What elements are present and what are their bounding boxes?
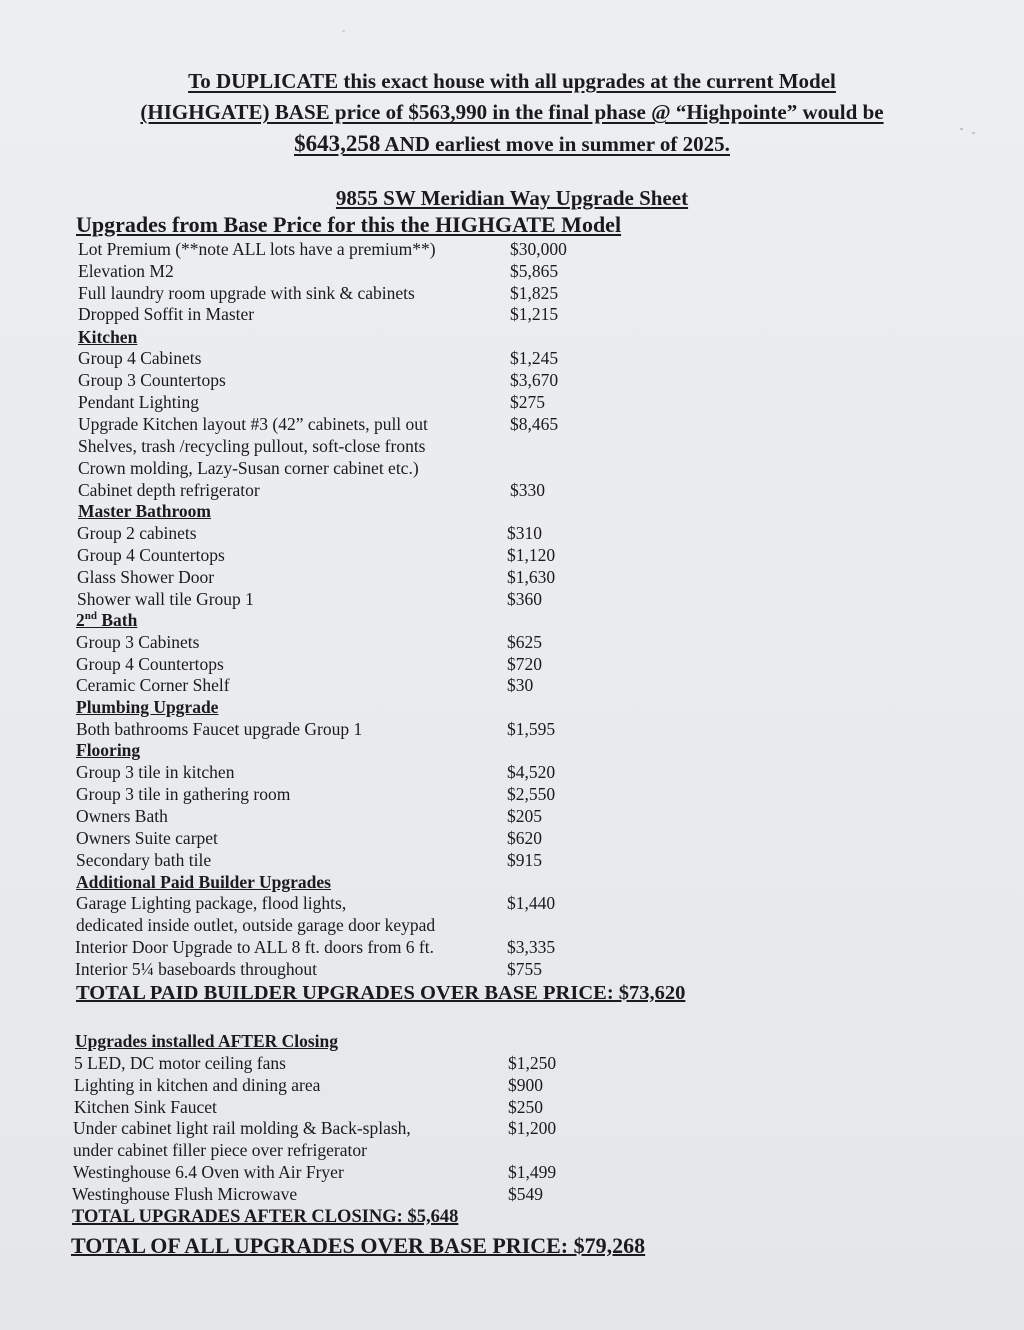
section-heading-plumbing: Plumbing Upgrade bbox=[76, 697, 219, 717]
total-builder-upgrades: TOTAL PAID BUILDER UPGRADES OVER BASE PRICE: $73,620 bbox=[76, 982, 686, 1004]
section-heading-flooring: Flooring bbox=[76, 740, 141, 760]
header-line-2: (HIGHGATE) BASE price of $563,990 in the final phase @ “Highpointe” would be bbox=[140, 100, 884, 124]
section-heading-builder: Additional Paid Builder Upgrades bbox=[76, 872, 331, 892]
header-line-1: To DUPLICATE this exact house with all upgrades at the current Model bbox=[188, 69, 836, 93]
move-in-text: AND earliest move in summer of 2025. bbox=[380, 132, 730, 156]
section-heading-second-bath: 2nd Bath bbox=[76, 610, 138, 630]
list-item-continuation: dedicated inside outlet, outside garage door keypad bbox=[76, 915, 436, 935]
section-heading-after-closing: Upgrades installed AFTER Closing bbox=[75, 1031, 339, 1051]
section-heading-master-bath: Master Bathroom bbox=[78, 501, 212, 521]
total-after-closing: TOTAL UPGRADES AFTER CLOSING: $5,648 bbox=[72, 1207, 459, 1227]
header-line-3 bbox=[0, 128, 1024, 160]
upgrades-title: Upgrades from Base Price for this the HIGHGATE Model bbox=[76, 212, 622, 237]
list-item-continuation: under cabinet filler piece over refrigerator bbox=[73, 1140, 367, 1160]
total-all-upgrades: TOTAL OF ALL UPGRADES OVER BASE PRICE: $79,268 bbox=[71, 1233, 646, 1258]
list-item-continuation: Crown molding, Lazy-Susan corner cabinet etc.) bbox=[78, 458, 419, 478]
duplicate-price: $643,258 bbox=[294, 131, 381, 156]
section-heading-kitchen: Kitchen bbox=[78, 327, 138, 347]
list-item-continuation: Shelves, trash /recycling pullout, soft-close fronts bbox=[78, 436, 426, 456]
sheet-title: 9855 SW Meridian Way Upgrade Sheet bbox=[335, 186, 689, 210]
upgrade-sheet-page: To DUPLICATE this exact house with all upgrades at the current Model (HIGHGATE) BASE price of $563,990 in the final phase @ “Highpointe” would be $643,258 AND earliest move in summer of 2025. 9855 SW Meridian Way Upgrade Sheet Upgrades from Base Price for this the HIGHGATE Model Lot Premium (**note ALL lots have a premium**) $30,000 Elevation M2 $5,865 Full laundry room upgrade with sink & cabinets $1,825 Dropped Soffit in Master $1,215 Kitchen Group 4 Cabinets $1,245 Group 3 Countertops $3,670 Pendant Lighting $275 Upgrade Kitchen layout #3 (42” cabinets, pull out $8,465 Shelves, trash /recycling pullout, soft-close fronts Crown molding, Lazy-Susan corner cabinet etc.) Cabinet depth refrigerator $330 Master Bathroom Group 2 cabinets $310 Group 4 Countertops $1,120 Glass Shower Door $1,630 Shower wall tile Group 1 $360 2nd Bath Group 3 Cabinets $625 Group 4 Countertops $720 Ceramic Corner Shelf $30 Plumbing Upgrade Both bathrooms Faucet upgrade Group 1 $1,595 Flooring Group 3 tile in kitchen $4,520 Group 3 tile in gathering room $2,550 Owners Bath $205 Owners Suite carpet $620 Secondary bath tile $915 Additional Paid Builder Upgrades Garage Lighting package, flood lights, $1,440 dedicated inside outlet, outside garage door keypad Interior Door Upgrade to ALL 8 ft. doors from 6 ft. $3,335 Interior 5¼ baseboards throughout $755 TOTAL PAID BUILDER UPGRADES OVER BASE PRICE: $73,620 Upgrades installed AFTER Closing 5 LED, DC motor ceiling fans $1,250 Lighting in kitchen and dining area $900 Kitchen Sink Faucet $250 Under cabinet light rail molding & Back-splash, $1,200 under cabinet filler piece over refrigerator Westinghouse 6.4 Oven with Air Fryer $1,499 Westinghouse Flush Microwave $549 TOTAL UPGRADES AFTER CLOSING: $5,648 TOTAL OF ALL UPGRADES OVER BASE PRICE: $79,268 bbox=[0, 0, 1024, 1330]
